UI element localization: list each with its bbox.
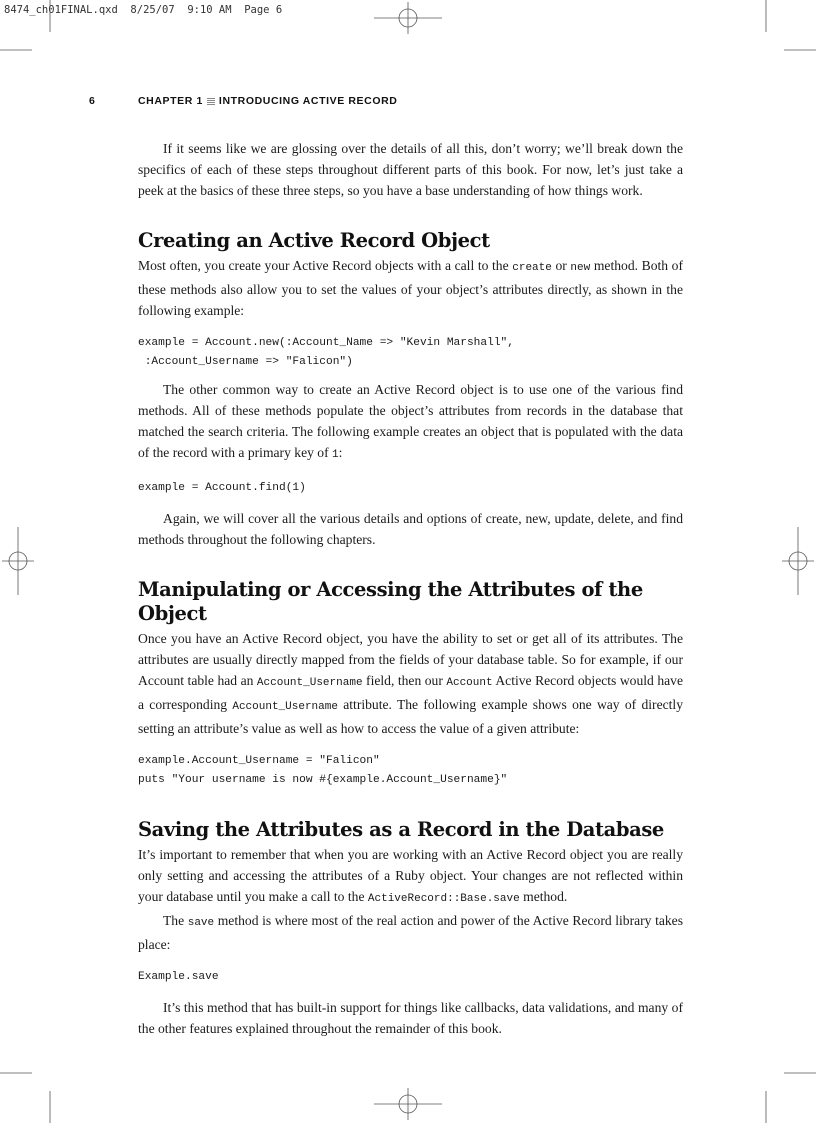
section-heading-manipulating: Manipulating or Accessing the Attributes of the Object xyxy=(138,578,643,625)
inline-code: ActiveRecord::Base.save xyxy=(367,893,520,905)
chapter-label: CHAPTER 1 xyxy=(138,95,203,107)
registration-mark-right xyxy=(782,527,814,595)
code-block: example.Account_Username = "Falicon" puts "Your username is now #{example.Account_Username}" xyxy=(138,755,508,786)
registration-mark-bottom xyxy=(374,1088,442,1120)
print-slug: 8474_ch01FINAL.qxd 8/25/07 9:10 AM Page 6 xyxy=(4,4,283,16)
inline-code: Account_Username xyxy=(256,677,363,689)
chapter-title: INTRODUCING ACTIVE RECORD xyxy=(218,95,398,107)
body-paragraph: Once you have an Active Record object, you have the ability to set or get all of its attributes. The attributes are usually directly mapped from the fields of your database table. So for example, if our Account table had an Account_Username field, then our Account Active Record objects would have a corresponding Account_Username attribute. The following example shows one way of directly setting an attribute’s value as well as how to access the value of a given attribute: xyxy=(138,631,683,736)
inline-code: new xyxy=(570,262,591,274)
body-paragraph: The other common way to create an Active Record object is to use one of the various find methods. All of these methods populate the object’s attributes from records in the database that matched the search criteria. The following example creates an object that is populated with the data of the record with a primary key of 1: xyxy=(138,382,683,461)
inline-code: create xyxy=(512,262,552,274)
intro-paragraph: If it seems like we are glossing over the details of all this, don’t worry; we’ll break down the specifics of each of these steps throughout different parts of this book. For now, let’s just take a peek at the basics of these three steps, so you have a base understanding of how things work. xyxy=(138,141,683,198)
page-body xyxy=(138,138,683,1039)
registration-mark-top xyxy=(374,2,442,34)
inline-code: Account_Username xyxy=(232,701,338,713)
body-paragraph: Most often, you create your Active Record objects with a call to the create or new method. Both of these methods also allow you to set the values of your object’s attributes directly, as shown in the following example: xyxy=(138,258,684,318)
inline-code: 1 xyxy=(332,449,339,461)
separator-icon xyxy=(207,97,215,105)
registration-mark-left xyxy=(2,527,34,595)
body-paragraph: The save method is where most of the real action and power of the Active Record library takes place: xyxy=(138,913,683,952)
section-heading-saving: Saving the Attributes as a Record in the Database xyxy=(138,818,664,841)
body-paragraph: Again, we will cover all the various details and options of create, new, update, delete, and find methods throughout the following chapters. xyxy=(138,511,683,547)
page-number: 6 xyxy=(89,95,96,107)
running-head xyxy=(89,95,397,107)
inline-code: Account xyxy=(446,677,493,689)
body-paragraph: It’s important to remember that when you are working with an Active Record object you are really only setting and accessing the attributes of a Ruby object. Your changes are not reflected within your database until you make a call to the ActiveRecord::Base.save method. xyxy=(138,847,683,905)
code-block: example = Account.new(:Account_Name => "Kevin Marshall", :Account_Username => "Falicon") xyxy=(138,337,514,368)
body-paragraph: It’s this method that has built-in support for things like callbacks, data validations, and many of the other features explained throughout the remainder of this book. xyxy=(138,1000,683,1036)
code-block: Example.save xyxy=(138,971,219,983)
section-heading-creating: Creating an Active Record Object xyxy=(138,229,490,252)
code-block: example = Account.find(1) xyxy=(138,482,306,494)
inline-code: save xyxy=(187,917,215,929)
